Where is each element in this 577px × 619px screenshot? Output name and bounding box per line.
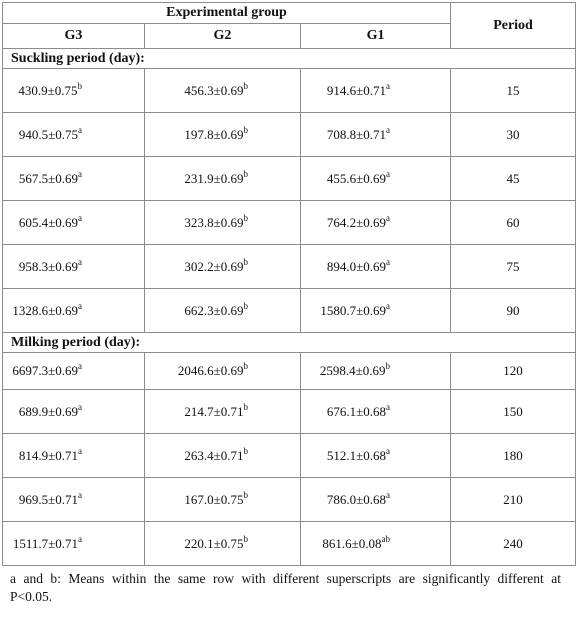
- significance-superscript: a: [78, 300, 82, 311]
- section-row: [3, 49, 576, 69]
- significance-superscript: b: [243, 489, 248, 500]
- cell-value: 220.1±0.75: [184, 535, 244, 551]
- cell-value: 969.5±0.71: [18, 491, 78, 507]
- significance-superscript: a: [78, 361, 82, 371]
- cell-value: 764.2±0.69: [326, 214, 387, 230]
- cell-period: 150: [451, 390, 576, 434]
- table-row: [3, 157, 576, 201]
- cell-value: 1328.6±0.69: [12, 302, 78, 318]
- table-body: [3, 49, 576, 566]
- cell-g3: [3, 201, 145, 245]
- significance-superscript: b: [243, 300, 248, 311]
- table-row: [3, 289, 576, 333]
- table-row: [3, 69, 576, 113]
- significance-superscript: a: [386, 212, 391, 223]
- cell-value: 605.4±0.69: [18, 214, 78, 230]
- cell-value: 302.2±0.69: [184, 258, 244, 274]
- cell-g2: [145, 201, 301, 245]
- significance-superscript: b: [243, 256, 248, 267]
- significance-superscript: b: [243, 533, 248, 544]
- cell-value: 455.6±0.69: [326, 170, 387, 186]
- table-row: [3, 434, 576, 478]
- cell-value: 263.4±0.71: [184, 447, 244, 463]
- section-title: Suckling period (day):: [3, 49, 576, 69]
- cell-value: 894.0±0.69: [326, 258, 387, 274]
- cell-value: 430.9±0.75: [18, 82, 78, 98]
- cell-g3: [3, 245, 145, 289]
- cell-g3: [3, 289, 145, 333]
- cell-g2: [145, 478, 301, 522]
- cell-period: 30: [451, 113, 576, 157]
- cell-g2: [145, 289, 301, 333]
- cell-value: 167.0±0.75: [184, 491, 244, 507]
- cell-value: 1511.7±0.71: [12, 535, 78, 551]
- significance-superscript: a: [78, 445, 82, 456]
- significance-superscript: a: [78, 256, 82, 267]
- cell-g3: [3, 113, 145, 157]
- cell-period: 120: [451, 353, 576, 390]
- cell-g3: [3, 157, 145, 201]
- cell-g3: [3, 353, 145, 390]
- significance-superscript: a: [386, 168, 391, 179]
- significance-superscript: a: [78, 124, 82, 135]
- significance-superscript: a: [386, 256, 391, 267]
- cell-period: 15: [451, 69, 576, 113]
- cell-g1: [301, 522, 451, 566]
- cell-period: 45: [451, 157, 576, 201]
- significance-superscript: b: [243, 124, 248, 135]
- cell-period: 75: [451, 245, 576, 289]
- cell-g3: [3, 390, 145, 434]
- cell-value: 940.5±0.75: [18, 126, 78, 142]
- significance-superscript: a: [78, 212, 82, 223]
- cell-g1: [301, 478, 451, 522]
- cell-g1: [301, 434, 451, 478]
- cell-value: 662.3±0.69: [184, 302, 244, 318]
- cell-value: 861.6±0.08: [322, 535, 382, 551]
- results-table-container: [2, 2, 575, 606]
- cell-period: 210: [451, 478, 576, 522]
- significance-superscript: a: [78, 401, 82, 412]
- column-header-g2: G2: [145, 24, 301, 49]
- cell-value: 676.1±0.68: [326, 403, 387, 419]
- significance-superscript: ab: [381, 533, 391, 544]
- cell-g2: [145, 245, 301, 289]
- cell-g1: [301, 390, 451, 434]
- significance-superscript: b: [77, 80, 82, 91]
- cell-g3: [3, 434, 145, 478]
- cell-value: 456.3±0.69: [184, 82, 244, 98]
- significance-superscript: b: [243, 401, 248, 412]
- cell-value: 512.1±0.68: [326, 447, 387, 463]
- cell-g2: [145, 353, 301, 390]
- results-table: [2, 2, 576, 566]
- cell-g3: [3, 69, 145, 113]
- significance-superscript: a: [386, 124, 391, 135]
- significance-superscript: b: [243, 168, 248, 179]
- cell-period: 60: [451, 201, 576, 245]
- significance-superscript: b: [243, 80, 248, 91]
- cell-g3: [3, 522, 145, 566]
- period-header: Period: [451, 3, 576, 49]
- significance-superscript: a: [386, 401, 391, 412]
- significance-superscript: b: [385, 361, 391, 371]
- cell-g2: [145, 390, 301, 434]
- cell-g2: [145, 522, 301, 566]
- table-row: [3, 478, 576, 522]
- section-title: Milking period (day):: [3, 333, 576, 353]
- cell-g1: [301, 69, 451, 113]
- table-row: [3, 113, 576, 157]
- column-header-g1: G1: [301, 24, 451, 49]
- cell-value: 197.8±0.69: [184, 126, 244, 142]
- cell-value: 231.9±0.69: [184, 170, 244, 186]
- significance-superscript: a: [386, 80, 391, 91]
- significance-superscript: a: [78, 168, 82, 179]
- cell-period: 180: [451, 434, 576, 478]
- cell-value: 214.7±0.71: [184, 403, 244, 419]
- table-row: [3, 245, 576, 289]
- cell-value: 786.0±0.68: [326, 491, 387, 507]
- experimental-group-header: Experimental group: [3, 3, 451, 24]
- cell-value: 958.3±0.69: [18, 258, 78, 274]
- significance-superscript: a: [386, 300, 391, 311]
- cell-g1: [301, 289, 451, 333]
- significance-superscript: a: [78, 489, 82, 500]
- cell-g2: [145, 434, 301, 478]
- cell-value: 2598.4±0.69: [319, 363, 386, 378]
- cell-value: 6697.3±0.69: [12, 363, 78, 378]
- cell-value: 914.6±0.71: [326, 82, 387, 98]
- cell-g1: [301, 113, 451, 157]
- cell-g1: [301, 157, 451, 201]
- table-row: [3, 201, 576, 245]
- significance-superscript: a: [78, 533, 82, 544]
- cell-g1: [301, 353, 451, 390]
- cell-value: 689.9±0.69: [18, 403, 78, 419]
- significance-superscript: a: [386, 489, 391, 500]
- column-header-g3: G3: [3, 24, 145, 49]
- cell-g1: [301, 245, 451, 289]
- table-footnote: a and b: Means within the same row with different superscripts are significantly different at P<0.05.: [10, 571, 561, 604]
- cell-g3: [3, 478, 145, 522]
- cell-period: 90: [451, 289, 576, 333]
- cell-g2: [145, 69, 301, 113]
- significance-superscript: a: [386, 445, 391, 456]
- cell-period: 240: [451, 522, 576, 566]
- table-row: [3, 390, 576, 434]
- section-row: [3, 333, 576, 353]
- cell-value: 708.8±0.71: [326, 126, 387, 142]
- significance-superscript: b: [243, 212, 248, 223]
- cell-g1: [301, 201, 451, 245]
- significance-superscript: b: [243, 445, 248, 456]
- cell-g2: [145, 157, 301, 201]
- cell-value: 814.9±0.71: [18, 447, 78, 463]
- table-row: [3, 353, 576, 390]
- cell-value: 2046.6±0.69: [177, 363, 244, 378]
- cell-g2: [145, 113, 301, 157]
- cell-value: 323.8±0.69: [184, 214, 244, 230]
- cell-value: 567.5±0.69: [18, 170, 78, 186]
- cell-value: 1580.7±0.69: [320, 302, 387, 318]
- significance-superscript: b: [243, 361, 248, 371]
- table-row: [3, 522, 576, 566]
